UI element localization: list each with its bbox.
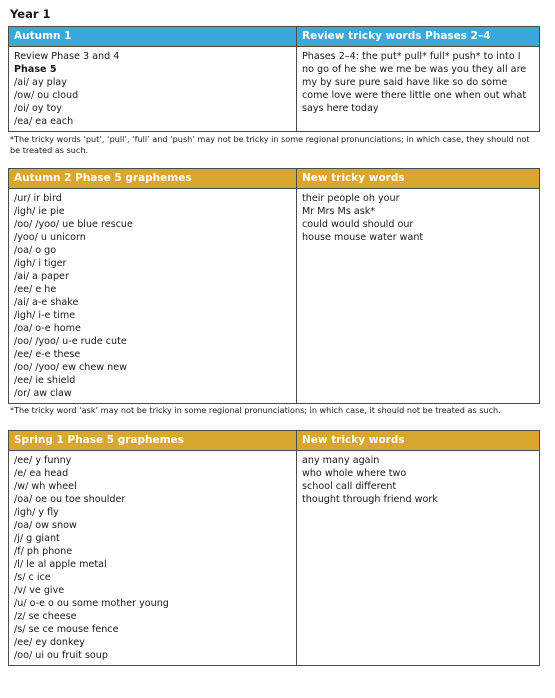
grapheme-line: /e/ ea head [14, 468, 69, 479]
autumn1-header: Autumn 1 [9, 27, 297, 47]
grapheme-line: /ee/ ie shield [14, 375, 76, 386]
grapheme-line: /ai/ a paper [14, 271, 69, 282]
grapheme-line: /l/ le al apple metal [14, 559, 107, 570]
new-tricky-words-cell [297, 451, 540, 666]
autumn1-graphemes-cell [9, 47, 297, 132]
review-tricky-words-cell [297, 47, 540, 132]
grapheme-line: /u/ o-e o ou some mother young [14, 598, 169, 609]
tricky-words-line: who whole where two [302, 468, 407, 479]
tricky-words-text: Phases 2–4: the put* pull* full* push* to into I no go of he she we me be was you they all are my by sure pure said have like so do some come love were there little one when out what says here today [302, 51, 527, 114]
grapheme-line: /z/ se cheese [14, 611, 77, 622]
grapheme-line: /oa/ o-e home [14, 323, 81, 334]
grapheme-line: /ee/ e-e these [14, 349, 81, 360]
grapheme-line: /oi/ oy toy [14, 103, 62, 114]
tricky-words-line: could would should our [302, 219, 414, 230]
grapheme-line: /ee/ e he [14, 284, 57, 295]
new-tricky-words-header: New tricky words [297, 431, 540, 451]
grapheme-line: /j/ g giant [14, 533, 60, 544]
grapheme-line: /ow/ ou cloud [14, 90, 79, 101]
grapheme-line: /v/ ve give [14, 585, 65, 596]
autumn2-graphemes-cell [9, 189, 297, 404]
grapheme-line: /s/ c ice [14, 572, 51, 583]
grapheme-line: /ur/ ir bird [14, 193, 62, 204]
autumn2-header: Autumn 2 Phase 5 graphemes [9, 169, 297, 189]
tricky-words-line: house mouse water want [302, 232, 424, 243]
spring1-graphemes-cell [9, 451, 297, 666]
footnote-2: *The tricky word ‘ask’ may not be tricky in some regional pronunciations; in which case, it should not be treated as such. [10, 405, 501, 415]
grapheme-line: Review Phase 3 and 4 [14, 51, 120, 62]
new-tricky-words-header: New tricky words [297, 169, 540, 189]
autumn2-table [8, 168, 540, 404]
grapheme-line: /oo/ /yoo/ u-e rude cute [14, 336, 127, 347]
new-tricky-words-cell [297, 189, 540, 404]
grapheme-line: /oa/ o go [14, 245, 57, 256]
grapheme-line: /igh/ ie pie [14, 206, 65, 217]
tricky-words-line: Mr Mrs Ms ask* [302, 206, 376, 217]
phase5-label: Phase 5 [14, 64, 57, 75]
footnote-1: *The tricky words ‘put’, ‘pull’, ‘full’ and ‘push’ may not be tricky in some regional pronunciations; in which case, they should not be treated as such. [10, 134, 530, 155]
grapheme-line: /yoo/ u unicorn [14, 232, 86, 243]
grapheme-line: /s/ se ce mouse fence [14, 624, 119, 635]
grapheme-line: /igh/ i tiger [14, 258, 67, 269]
grapheme-line: /oo/ ui ou fruit soup [14, 650, 108, 661]
grapheme-line: /or/ aw claw [14, 388, 72, 399]
grapheme-line: /oo/ /yoo/ ew chew new [14, 362, 127, 373]
grapheme-line: /ea/ ea each [14, 116, 74, 127]
grapheme-line: /ai/ ay play [14, 77, 67, 88]
grapheme-line: /ai/ a-e shake [14, 297, 79, 308]
tricky-words-line: school call different [302, 481, 397, 492]
tricky-words-line: any many again [302, 455, 380, 466]
tricky-words-line: their people oh your [302, 193, 400, 204]
review-tricky-words-header: Review tricky words Phases 2–4 [297, 27, 540, 47]
grapheme-line: /ee/ y funny [14, 455, 72, 466]
grapheme-line: /oo/ /yoo/ ue blue rescue [14, 219, 133, 230]
grapheme-line: /igh/ i-e time [14, 310, 76, 321]
spring1-header: Spring 1 Phase 5 graphemes [9, 431, 297, 451]
grapheme-line: /ee/ ey donkey [14, 637, 85, 648]
autumn1-table [8, 26, 540, 132]
grapheme-line: /oa/ ow snow [14, 520, 77, 531]
spring1-table [8, 430, 540, 666]
grapheme-line: /f/ ph phone [14, 546, 73, 557]
grapheme-line: /oa/ oe ou toe shoulder [14, 494, 126, 505]
tricky-words-line: thought through friend work [302, 494, 438, 505]
grapheme-line: /w/ wh wheel [14, 481, 77, 492]
grapheme-line: /igh/ y fly [14, 507, 59, 518]
page-title: Year 1 [10, 7, 51, 21]
